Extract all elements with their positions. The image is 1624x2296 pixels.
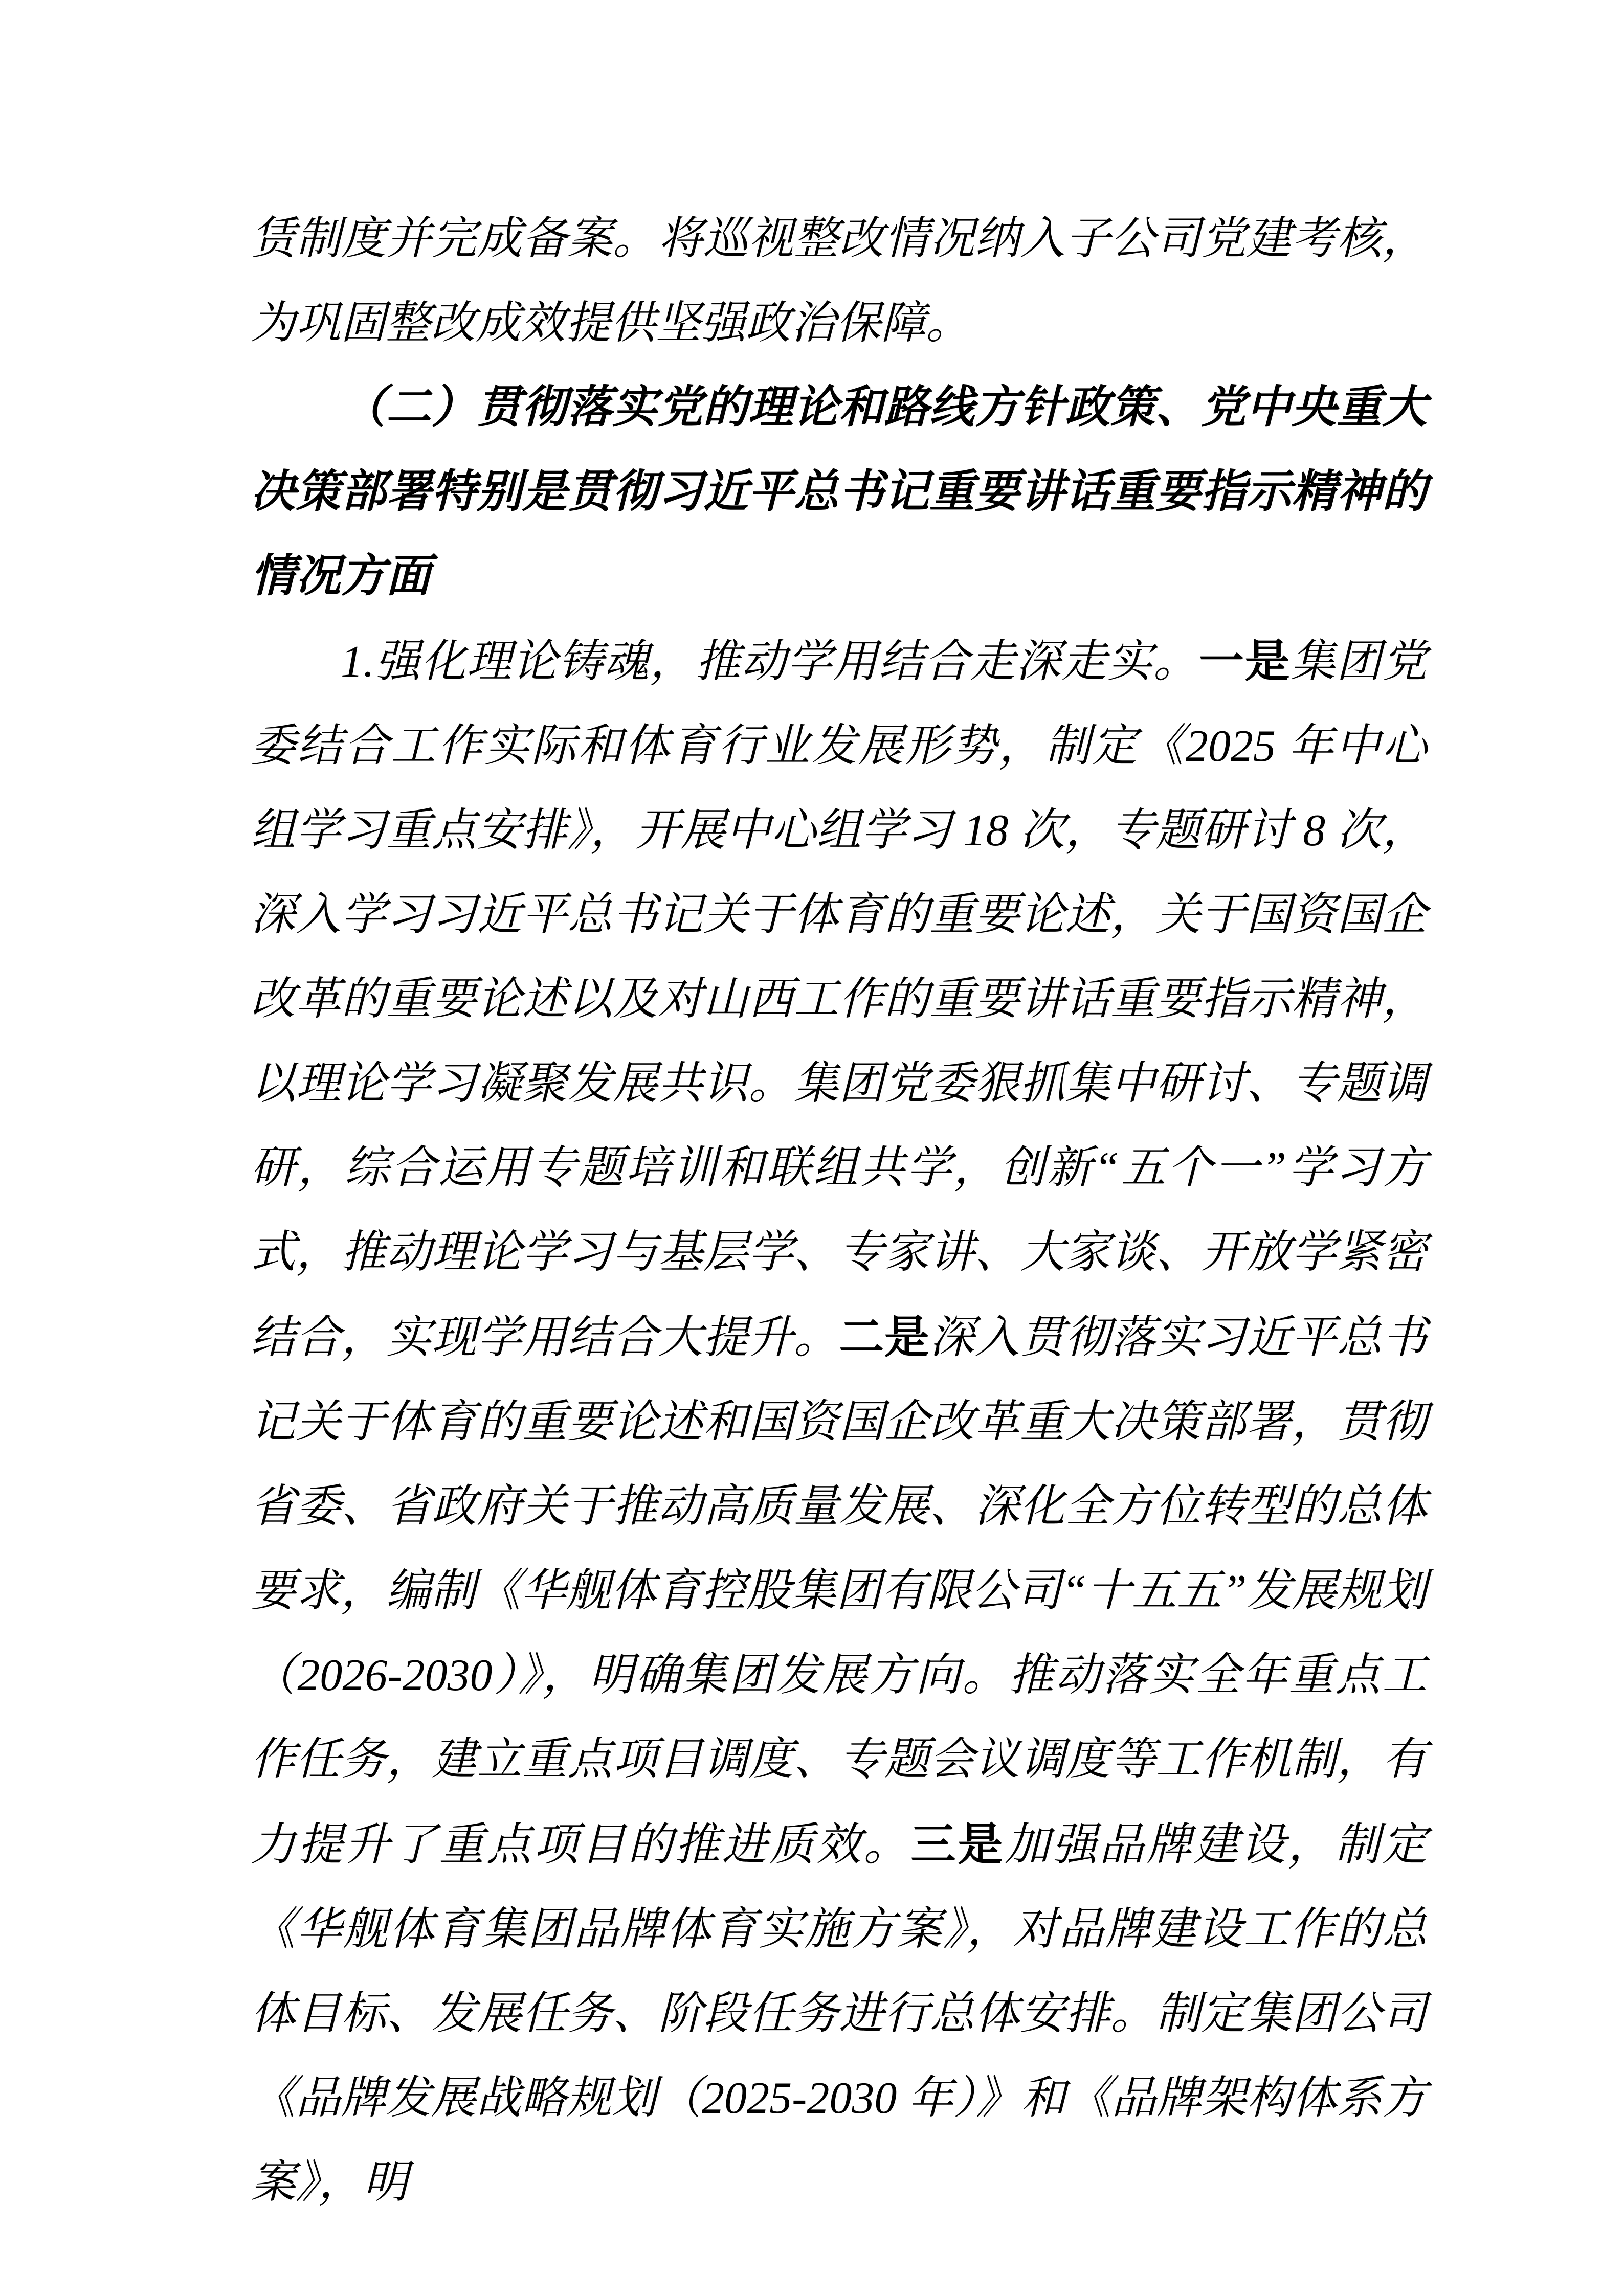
text-segment: 赁制度并完成备案。将巡视整改情况纳入子公司党建考核，为巩固整改成效提供坚强政治保障。 [251, 214, 1427, 348]
text-segment: 加强品牌建设，制定《华舰体育集团品牌体育实施方案》，对品牌建设工作的总体目标、发展任务、阶段任务进行总体安排。制定集团公司《品牌发展战略规划（2025-2030 年）》和《品牌架构体系方案》，明 [251, 1820, 1427, 2208]
text-segment: （二）贯彻落实党的理论和路线方针政策、党中央重大决策部署特别是贯彻习近平总书记重要讲话重要指示精神的情况方面 [251, 383, 1427, 601]
text-segment: 深入贯彻落实习近平总书记关于体育的重要论述和国资国企改革重大决策部署，贯彻省委、省政府关于推动高质量发展、深化全方位转型的总体要求，编制《华舰体育控股集团有限公司“十五五”发展规划（2026-2030）》，明确集团发展方向。推动落实全年重点工作任务，建立重点项目调度、专题会议调度等工作机制，有力提升了重点项目的推进质效。 [251, 1313, 1427, 1870]
text-segment: 1.强化理论铸魂，推动学用结合走深走实。 [341, 637, 1199, 687]
emphasis-segment: 一是 [1199, 636, 1291, 686]
paragraph-2 [251, 366, 1427, 619]
emphasis-segment: 二是 [839, 1312, 930, 1362]
paragraph-3 [251, 619, 1427, 2225]
paragraph-1 [251, 197, 1427, 366]
document-body [251, 197, 1427, 2225]
text-segment: 集团党委结合工作实际和体育行业发展形势，制定《2025 年中心组学习重点安排》，开展中心组学习 18 次，专题研讨 8 次，深入学习习近平总书记关于体育的重要论述，关于国资国企改革的重要论述以及对山西工作的重要讲话重要指示精神，以理论学习凝聚发展共识。集团党委狠抓集中研讨、专题调研，综合运用专题培训和联组共学，创新“五个一”学习方式，推动理论学习与基层学、专家讲、大家谈、开放学紧密结合，实现学用结合大提升。 [251, 637, 1427, 1363]
emphasis-segment: 三是 [910, 1819, 1005, 1870]
